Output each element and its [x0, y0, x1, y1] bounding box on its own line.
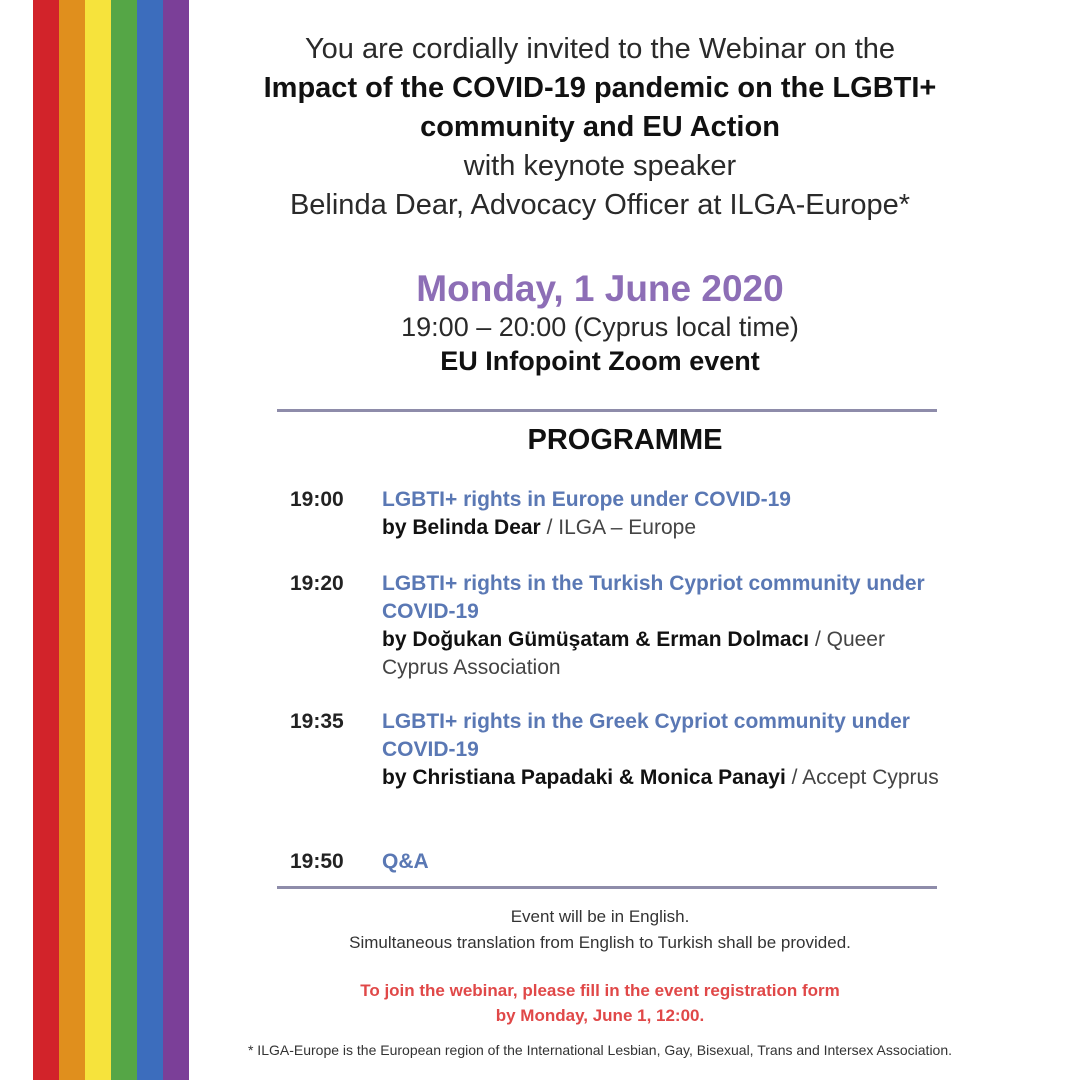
programme-org: / Accept Cyprus	[785, 766, 939, 789]
event-date: Monday, 1 June 2020	[416, 268, 784, 309]
divider-bottom	[277, 886, 937, 889]
translation-note: Simultaneous translation from English to Turkish shall be provided.	[349, 933, 851, 952]
rainbow-stripes	[33, 0, 189, 1080]
event-time: 19:00 – 20:00 (Cyprus local time)	[401, 312, 799, 342]
stripe-green	[111, 0, 137, 1080]
language-note: Event will be in English.	[510, 907, 690, 926]
stripe-purple	[163, 0, 189, 1080]
stripe-yellow	[85, 0, 111, 1080]
event-venue: EU Infopoint Zoom event	[440, 346, 760, 376]
programme-speakers: by Belinda Dear	[382, 516, 541, 539]
divider-top	[277, 409, 937, 412]
stripe-orange	[59, 0, 85, 1080]
programme-speakers: by Doğukan Gümüşatam & Erman Dolmacı	[382, 628, 810, 651]
programme-body	[382, 708, 942, 792]
programme-topic: LGBTI+ rights in the Turkish Cypriot community under COVID-19	[382, 572, 925, 623]
programme-time: 19:35	[290, 710, 344, 733]
stripe-red	[33, 0, 59, 1080]
programme-time: 19:50	[290, 850, 344, 873]
language-notes	[200, 904, 1000, 956]
programme-topic: LGBTI+ rights in Europe under COVID-19	[382, 488, 791, 511]
programme-time: 19:20	[290, 572, 344, 595]
programme-time: 19:00	[290, 488, 344, 511]
stripe-blue	[137, 0, 163, 1080]
intro-block	[200, 30, 1000, 225]
registration-call-to-action	[200, 978, 1000, 1028]
registration-deadline: by Monday, June 1, 12:00.	[495, 1006, 705, 1025]
programme-topic: LGBTI+ rights in the Greek Cypriot community under COVID-19	[382, 710, 910, 761]
programme-body	[382, 486, 942, 542]
programme-topic: Q&A	[382, 850, 429, 873]
programme-title: PROGRAMME	[527, 424, 723, 456]
registration-line: To join the webinar, please fill in the event registration form	[360, 981, 840, 1000]
webinar-title-line1: Impact of the COVID-19 pandemic on the LGBTI+	[263, 72, 937, 104]
programme-body	[382, 570, 942, 682]
invite-line: You are cordially invited to the Webinar on the	[304, 33, 896, 65]
webinar-title-line2: community and EU Action	[420, 111, 780, 143]
programme-speakers: by Christiana Papadaki & Monica Panayi	[382, 766, 786, 789]
footnote: * ILGA-Europe is the European region of the International Lesbian, Gay, Bisexual, Trans and Intersex Association.	[247, 1042, 953, 1058]
keynote-speaker: Belinda Dear, Advocacy Officer at ILGA-Europe*	[289, 189, 911, 221]
keynote-label: with keynote speaker	[463, 150, 737, 182]
programme-org: / Queer Cyprus Association	[382, 628, 885, 679]
programme-org: / ILGA – Europe	[540, 516, 696, 539]
programme-body	[382, 848, 942, 876]
